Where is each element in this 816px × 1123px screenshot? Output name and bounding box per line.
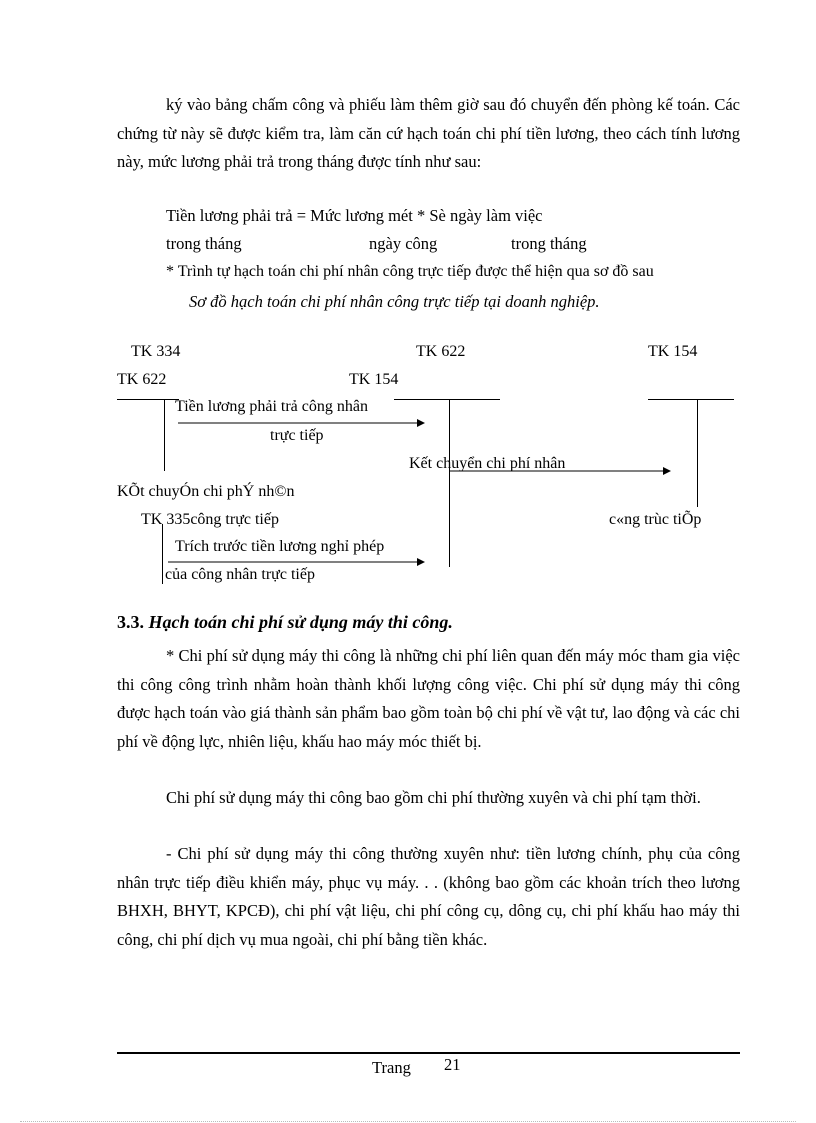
- page-bottom-border: [20, 1121, 796, 1122]
- formula-line-2-c: trong tháng: [511, 234, 587, 253]
- arrow1-label-line2: trực tiếp: [270, 427, 324, 444]
- garbled-label-1: KÕt chuyÓn chi phÝ nh©n: [117, 483, 295, 500]
- arrow2-label: Kết chuyển chi phí nhân: [409, 455, 566, 472]
- arrow1-label-line1: Tiền lương phải trả công nhân: [175, 398, 368, 415]
- label-tk154-top: TK 154: [648, 343, 698, 360]
- label-tk335: TK 335công trực tiếp: [141, 511, 279, 528]
- garbled-label-2: c«ng trùc tiÕp: [609, 511, 702, 528]
- label-tk154-mid: TK 154: [349, 371, 399, 388]
- section-heading: [117, 612, 453, 633]
- arrow3-label-line2: của công nhân trực tiếp: [165, 566, 315, 583]
- footer-page-number: 21: [444, 1055, 461, 1074]
- paragraph-salary-procedure: ký vào bảng chấm công và phiếu làm thêm giờ sau đó chuyển đến phòng kế toán. Các chứng từ này sẽ được kiểm tra, làm căn cứ hạch toán chi phí tiền lương, theo cách tính lương này, mức lương phải trả trong tháng được tính như sau:: [117, 95, 740, 171]
- paragraph-machine-cost-definition: * Chi phí sử dụng máy thi công là những chi phí liên quan đến máy móc tham gia việc thi công công trình nhằm hoàn thành khối lượng công việc. Chi phí sử dụng máy thi công được hạch toán vào giá thành sản phẩm bao gồm toàn bộ chi phí về vật tư, lao động và các chi phí về động lực, nhiên liệu, khấu hao máy móc thiết bị.: [117, 646, 740, 751]
- paragraph-machine-cost-types: Chi phí sử dụng máy thi công bao gồm chi phí thường xuyên và chi phí tạm thời.: [166, 788, 701, 807]
- label-tk622-left: TK 622: [117, 371, 167, 388]
- section-number: 3.3.: [117, 612, 144, 632]
- arrow3-label-line1: Trích trước tiền lương nghỉ phép: [175, 538, 385, 555]
- formula-line-2-a: trong tháng: [166, 234, 242, 253]
- footer-page-label: Trang: [372, 1058, 411, 1077]
- footer-rule: [117, 1052, 740, 1054]
- section-title: Hạch toán chi phí sử dụng máy thi công.: [148, 612, 453, 632]
- label-tk334: TK 334: [131, 343, 181, 360]
- diagram-intro-note: * Trình tự hạch toán chi phí nhân công trực tiếp được thể hiện qua sơ đồ sau: [166, 263, 654, 280]
- formula-line-2-b: ngày công: [369, 234, 438, 253]
- formula-line-1: Tiền lương phải trả = Mức lương mét * Sè ngày làm việc: [166, 206, 543, 225]
- paragraph-regular-costs: - Chi phí sử dụng máy thi công thường xuyên như: tiền lương chính, phụ của công nhân trực tiếp điều khiển máy, phục vụ máy. . . (không bao gồm các khoản trích theo lương BHXH, BHYT, KPCĐ), chi phí vật liệu, chi phí công cụ, dông cụ, chi phí khấu hao máy thi công, chi phí dịch vụ mua ngoài, chi phí bằng tiền khác.: [117, 844, 740, 949]
- label-tk622-top: TK 622: [416, 343, 466, 360]
- diagram-title: Sơ đồ hạch toán chi phí nhân công trực tiếp tại doanh nghiệp.: [189, 292, 600, 311]
